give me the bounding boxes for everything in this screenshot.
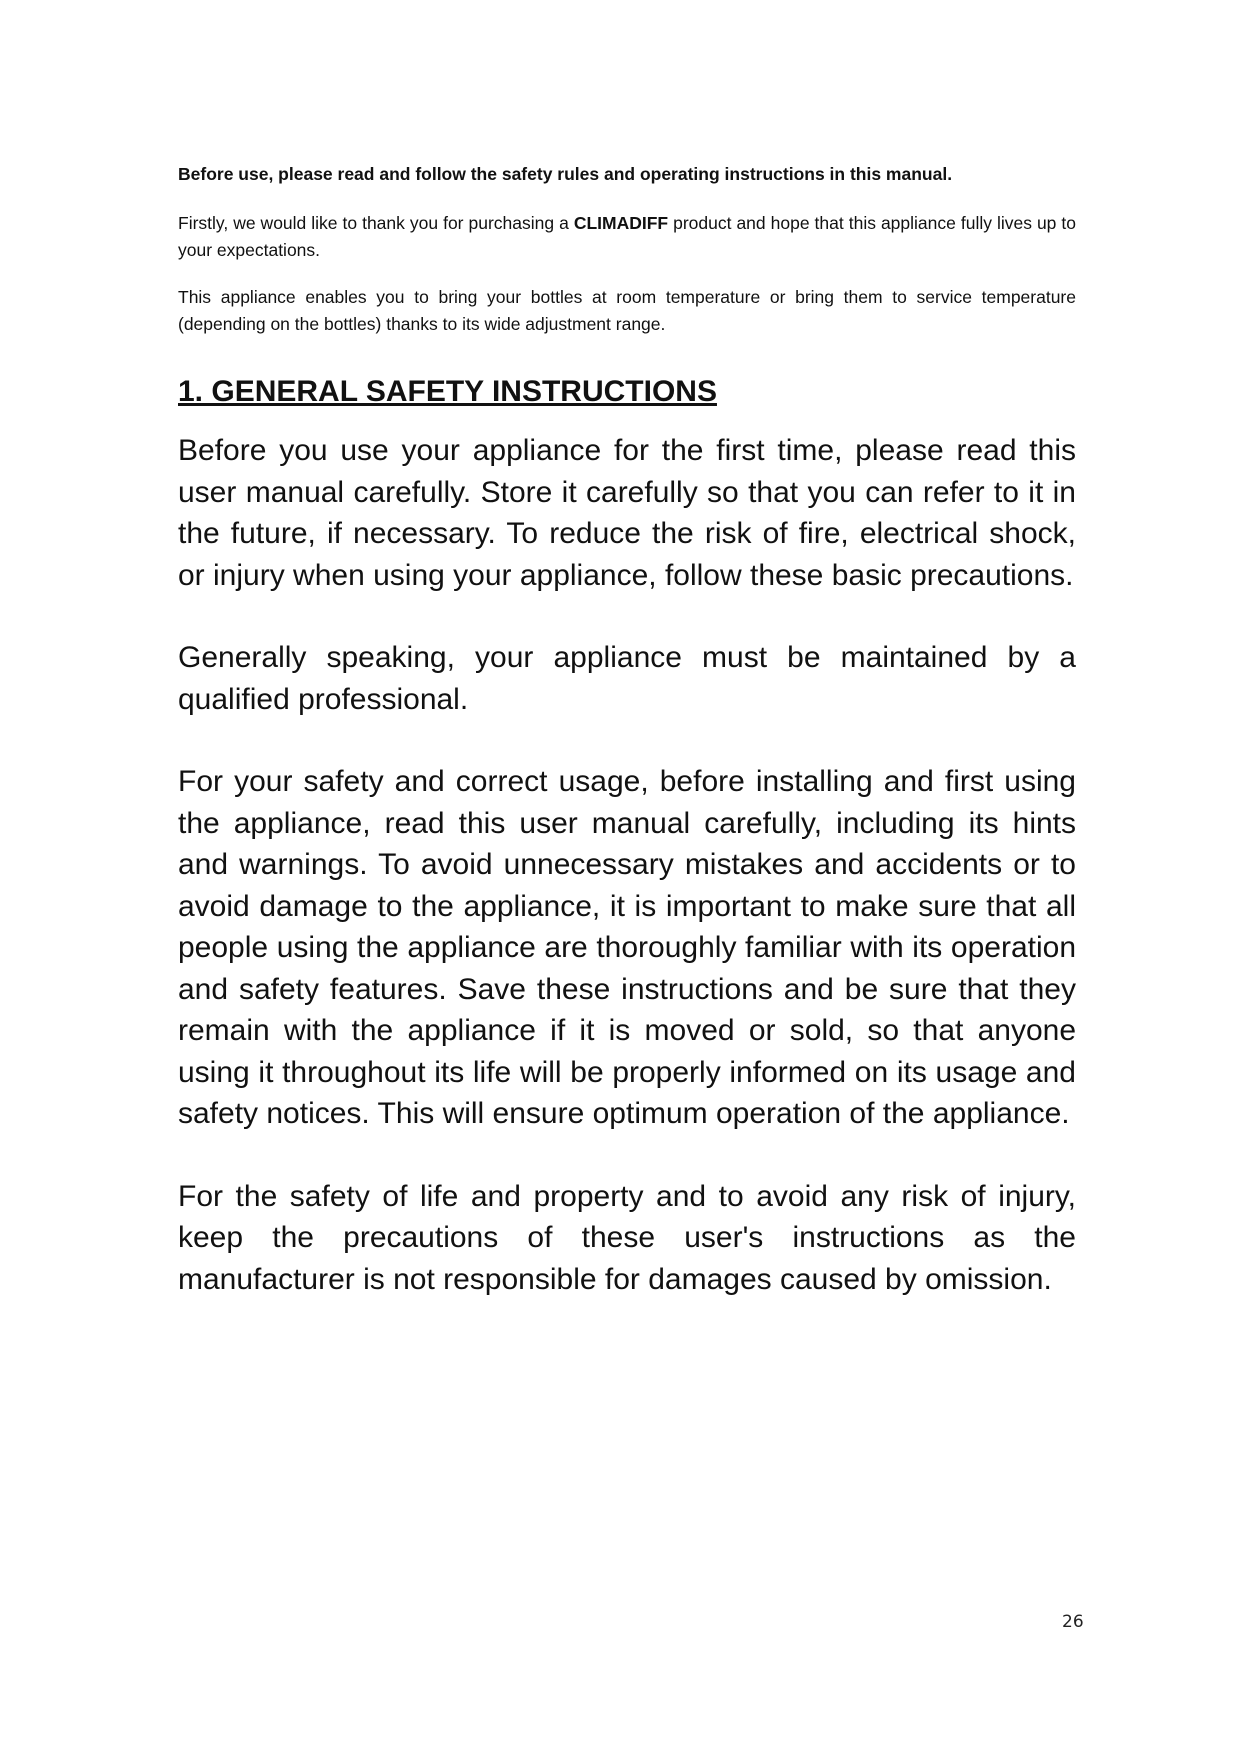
page-content (178, 160, 1076, 1341)
section-heading: 1. GENERAL SAFETY INSTRUCTIONS (178, 375, 717, 408)
brand-name: CLIMADIFF (573, 213, 669, 233)
intro-appliance-description: This appliance enables you to bring your bottles at room temperature or bring them to service temperature (depending on the bottles) thanks to its wide adjustment range. (178, 287, 1076, 334)
safety-paragraph-4: For the safety of life and property and to avoid any risk of injury, keep the precautions of these user's instructions as the manufacturer is not responsible for damages caused by omission. (178, 1179, 1076, 1296)
safety-paragraph-2: Generally speaking, your appliance must be maintained by a qualified professional. (178, 641, 1076, 716)
safety-paragraph-3: For your safety and correct usage, before installing and first using the appliance, read this user manual carefully, including its hints and warnings. To avoid unnecessary mistakes and accidents or to avoid damage to the appliance, it is important to make sure that all people using the appliance are thoroughly familiar with its operation and safety features. Save these instructions and be sure that they remain with the appliance if it is moved or sold, so that anyone using it throughout its life will be properly informed on its usage and safety notices. This will ensure optimum operation of the appliance. (178, 765, 1076, 1130)
intro-thanks-start: Firstly, we would like to thank you for purchasing a (178, 213, 574, 233)
intro-thanks-end: product and hope that this appliance fully lives up to your expectations. (178, 213, 1076, 260)
safety-paragraph-1: Before you use your appliance for the first time, please read this user manual carefully. Store it carefully so that you can refer to it in the future, if necessary. To reduce the risk of fire, electrical shock, or injury when using your appliance, follow these basic precautions. (178, 434, 1076, 592)
page-number: 26 (1062, 1612, 1084, 1632)
intro-warning: Before use, please read and follow the safety rules and operating instructions in this manual. (178, 164, 953, 184)
intro-thanks (178, 210, 1076, 264)
